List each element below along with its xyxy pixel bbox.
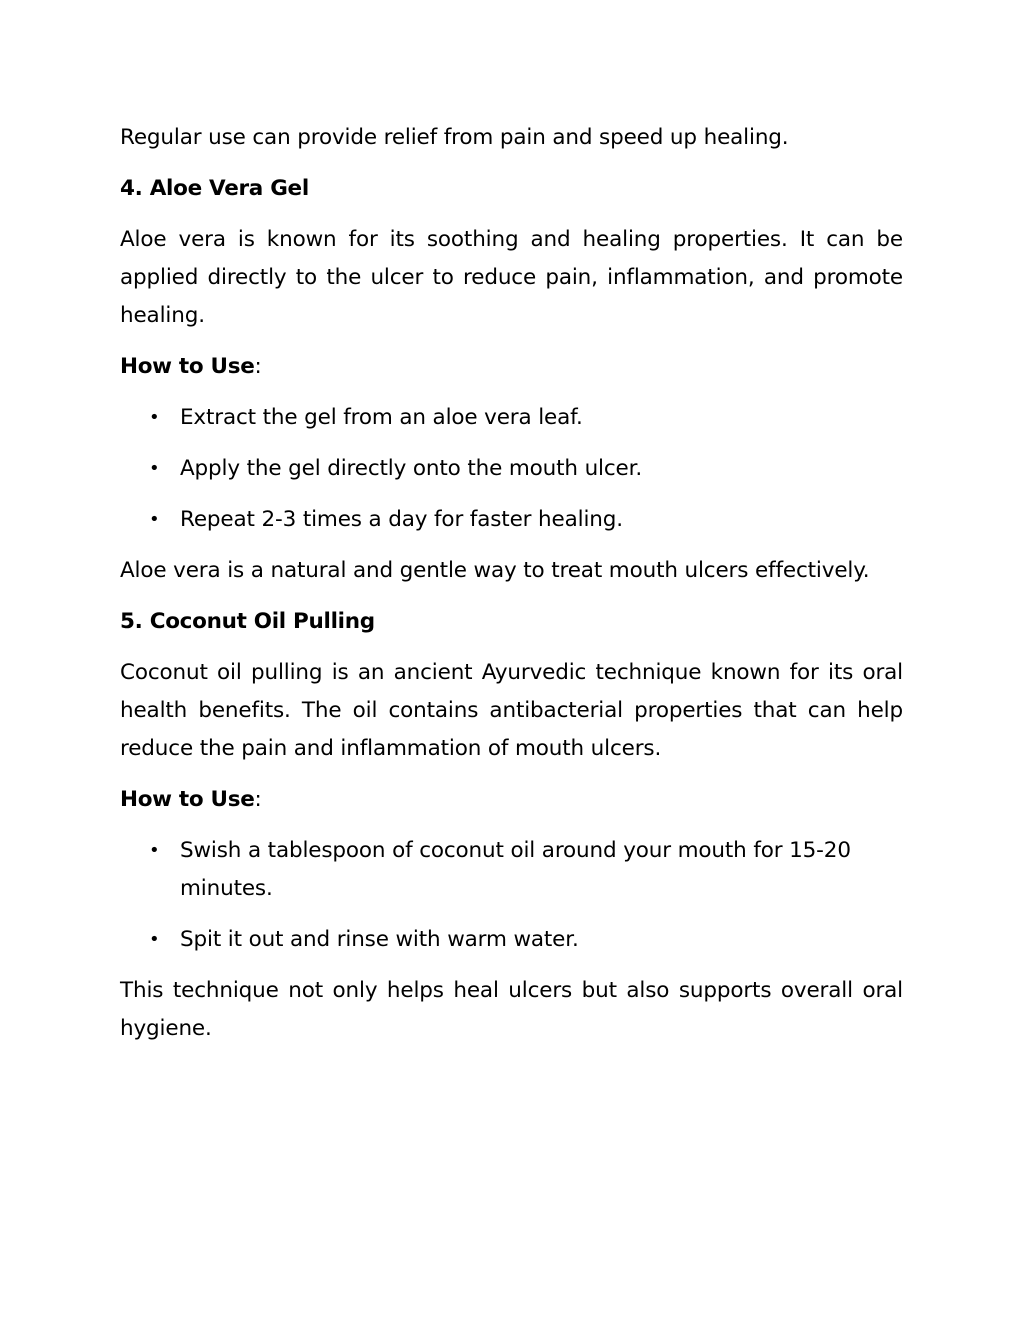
- how-to-use-label: [120, 781, 903, 819]
- section-heading-coconut-oil: 5. Coconut Oil Pulling: [120, 609, 375, 634]
- list-item: [120, 501, 903, 539]
- list-item: [120, 921, 903, 959]
- list-item-text: Swish a tablespoon of coconut oil around your mouth for 15-20 minutes.: [180, 838, 851, 901]
- how-to-use-colon: :: [254, 787, 262, 812]
- bullet-icon: •: [149, 929, 160, 950]
- section-description-aloe-vera: Aloe vera is known for its soothing and healing properties. It can be applied directly to the ulcer to reduce pain, inflammation, and promote healing.: [120, 227, 903, 328]
- bullet-icon: •: [149, 509, 160, 530]
- how-to-use-label-text: How to Use: [120, 787, 255, 812]
- list-item-text: Extract the gel from an aloe vera leaf.: [180, 405, 583, 430]
- how-to-use-label-text: How to Use: [120, 354, 255, 379]
- section-summary-coconut-oil: This technique not only helps heal ulcers but also supports overall oral hygiene.: [120, 978, 903, 1041]
- list-item: [120, 450, 903, 488]
- list-item-text: Spit it out and rinse with warm water.: [180, 927, 579, 952]
- section-description-coconut-oil: Coconut oil pulling is an ancient Ayurvedic technique known for its oral health benefits. The oil contains antibacterial properties that can help reduce the pain and inflammation of mouth ulcers.: [120, 660, 903, 761]
- bullet-icon: •: [149, 840, 160, 861]
- how-to-use-label: [120, 348, 903, 386]
- section-summary-aloe-vera: Aloe vera is a natural and gentle way to treat mouth ulcers effectively.: [120, 558, 870, 583]
- how-to-use-colon: :: [254, 354, 262, 379]
- document-page: [120, 119, 903, 1061]
- section-heading-aloe-vera: 4. Aloe Vera Gel: [120, 176, 309, 201]
- steps-list-aloe-vera: [120, 399, 903, 539]
- intro-paragraph: Regular use can provide relief from pain and speed up healing.: [120, 125, 789, 150]
- bullet-icon: •: [149, 458, 160, 479]
- list-item-text: Apply the gel directly onto the mouth ulcer.: [180, 456, 643, 481]
- steps-list-coconut-oil: [120, 832, 903, 959]
- list-item-text: Repeat 2-3 times a day for faster healing.: [180, 507, 623, 532]
- bullet-icon: •: [149, 407, 160, 428]
- list-item: [120, 399, 903, 437]
- list-item: [120, 832, 903, 908]
